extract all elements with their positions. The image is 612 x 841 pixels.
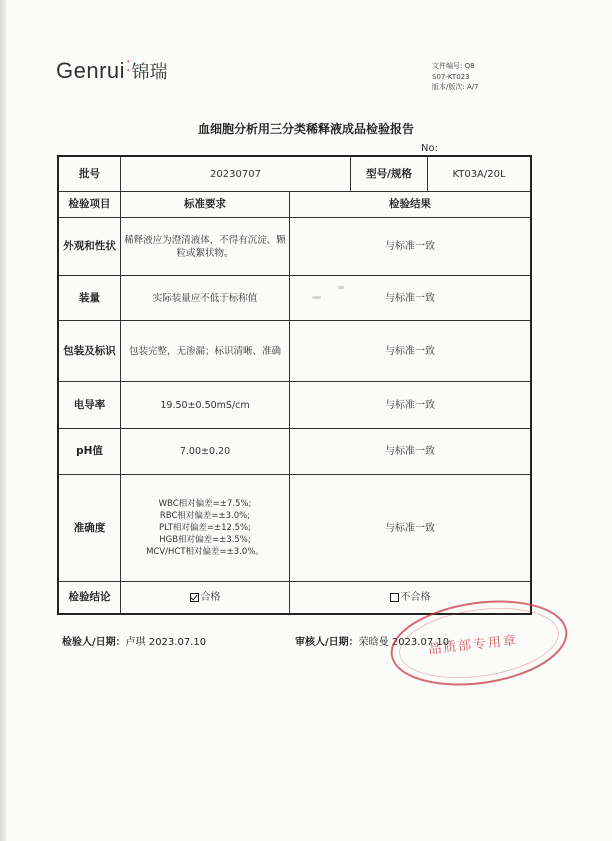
model-value: KT03A/20L (452, 168, 506, 180)
scan-speck (312, 296, 321, 299)
company-logo (56, 58, 168, 84)
inspector-value: 卢琪 2023.07.10 (125, 637, 207, 648)
item-appearance: 外观和性状 (59, 218, 121, 276)
result-appearance: 与标准一致 (290, 218, 530, 276)
col-requirement-header: 标准要求 (121, 192, 290, 218)
report-title: 血细胞分析用三分类稀释液成品检验报告 (197, 122, 414, 136)
inspector-label: 检验人/日期： (62, 637, 126, 648)
reviewer-label: 审核人/日期： (295, 637, 359, 648)
col-item-header: 检验项目 (59, 192, 121, 218)
batch-value: 20230707 (121, 157, 351, 191)
document-meta (432, 61, 479, 93)
requirement-appearance: 稀释液应为澄清液体，不得有沉淀、颗粒或絮状物。 (121, 218, 290, 276)
scan-speck (338, 286, 344, 289)
accuracy-wbc: WBC相对偏差=±7.5%; (158, 499, 252, 509)
logo-dot-icon: ⁚ (126, 59, 131, 75)
result-ph: 与标准一致 (290, 429, 530, 475)
item-accuracy: 准确度 (59, 475, 121, 582)
doc-version: 版本/版次: A/7 (432, 83, 479, 91)
requirement-volume: 实际装量应不低于标称值 (121, 276, 290, 321)
doc-number: 文件编号: Q8 (432, 62, 475, 70)
logo-latin-text: Genrui (56, 58, 126, 83)
item-conductivity: 电导率 (59, 382, 121, 429)
result-conductivity: 与标准一致 (290, 382, 530, 429)
item-ph: pH值 (59, 429, 121, 475)
result-accuracy: 与标准一致 (290, 475, 530, 582)
inspection-table (57, 155, 532, 615)
batch-label: 批号 (59, 157, 121, 192)
fail-label: 不合格 (400, 592, 431, 603)
accuracy-hgb: HGB相对偏差=±3.5%; (159, 535, 251, 545)
inspector-signature (62, 633, 206, 648)
requirement-packaging: 包装完整，无渗漏；标识清晰、准确 (121, 321, 290, 382)
conclusion-pass (121, 582, 290, 613)
item-packaging: 包装及标识 (59, 321, 121, 382)
reviewer-value: 荣晗曼 2023.07.10 (358, 637, 450, 648)
requirement-conductivity: 19.50±0.50mS/cm (121, 382, 290, 429)
requirement-accuracy (121, 475, 290, 582)
accuracy-mcv-hct: MCV/HCT相对偏差=±3.0%。 (146, 547, 264, 557)
result-packaging: 与标准一致 (290, 321, 530, 382)
pass-checkbox[interactable] (190, 593, 199, 602)
report-number-label: No: (421, 143, 438, 154)
requirement-ph: 7.00±0.20 (121, 429, 290, 475)
model-label: 型号/规格 (351, 157, 428, 191)
batch-row (121, 157, 530, 192)
accuracy-rbc: RBC相对偏差=±3.0%; (159, 511, 251, 521)
doc-code: S07-KT023 (432, 72, 470, 81)
col-result-header: 检验结果 (290, 192, 530, 218)
stamp-text: 品质部专用章 (427, 633, 519, 658)
logo-chinese-text: 锦瑞 (131, 62, 168, 83)
conclusion-label: 检验结论 (59, 582, 121, 613)
pass-label: 合格 (200, 592, 221, 603)
result-volume: 与标准一致 (290, 276, 530, 321)
item-volume: 装量 (59, 276, 121, 321)
accuracy-plt: PLT相对偏差=±12.5%; (159, 523, 251, 533)
